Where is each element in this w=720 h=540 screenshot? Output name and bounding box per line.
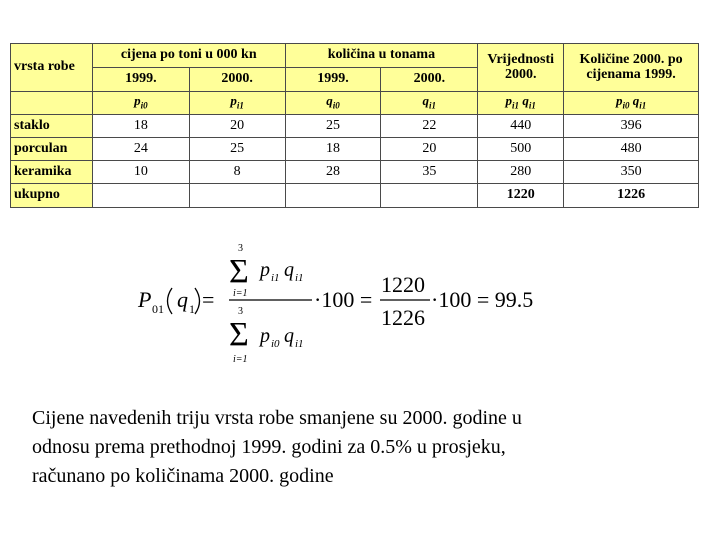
num-q-sub: i1 xyxy=(295,272,304,284)
table-cell: 35 xyxy=(381,161,478,184)
sigma-den: Σ xyxy=(229,316,249,353)
conclusion-text xyxy=(32,404,692,491)
den-p: p xyxy=(260,325,270,347)
table-cell: 22 xyxy=(381,115,478,138)
den-q: q xyxy=(284,325,294,347)
table-cell: 396 xyxy=(564,115,699,138)
formula-P: P xyxy=(138,287,152,312)
header-year: 2000. xyxy=(189,68,285,92)
row-label-total: ukupno xyxy=(11,184,93,208)
times-100-b: ·100 = 99.5 xyxy=(431,287,534,312)
header-value-2000: Vrijednosti 2000. xyxy=(478,44,564,92)
table-cell: 20 xyxy=(381,138,478,161)
table-cell: 25 xyxy=(189,138,285,161)
table-cell: 500 xyxy=(478,138,564,161)
sum-top-den: 3 xyxy=(238,306,243,317)
header-item: vrsta robe xyxy=(11,44,93,92)
total-row xyxy=(11,184,699,208)
num-p: p xyxy=(260,259,270,281)
table-cell: 25 xyxy=(285,115,381,138)
sigma-num: Σ xyxy=(229,253,249,290)
row-label: keramika xyxy=(11,161,93,184)
formula-q: q xyxy=(177,287,188,312)
table-row xyxy=(11,161,699,184)
total-value: 1220 xyxy=(478,184,564,208)
table-cell-empty xyxy=(189,184,285,208)
symbol-cell-empty xyxy=(11,92,93,115)
symbol-p-i1: $p_{i1}$ xyxy=(189,92,285,115)
paren-right xyxy=(195,288,200,314)
den-p-sub: i0 xyxy=(271,338,280,350)
num-q: q xyxy=(284,259,294,281)
table-cell: 350 xyxy=(564,161,699,184)
table-cell: 18 xyxy=(92,115,189,138)
table-row xyxy=(11,115,699,138)
price-index-formula xyxy=(0,238,720,368)
frac-denominator: 1226 xyxy=(381,305,425,330)
text-line: Cijene navedenih triju vrsta robe smanjene su 2000. godine u xyxy=(32,407,522,429)
total-qty: 1226 xyxy=(564,184,699,208)
table-cell: 28 xyxy=(285,161,381,184)
table-cell-empty xyxy=(285,184,381,208)
equals-sign: = xyxy=(202,287,215,312)
text-line: odnosu prema prethodnoj 1999. godini za 0.5% u prosjeku, xyxy=(32,436,506,458)
paren-left xyxy=(168,288,173,314)
symbol-q-i1: $q_{i1}$ xyxy=(381,92,478,115)
header-year: 2000. xyxy=(381,68,478,92)
text-line: računano po količinama 2000. godine xyxy=(32,465,334,487)
formula-q-sub: 1 xyxy=(189,302,195,316)
formula-P-sub: 01 xyxy=(152,302,164,316)
table-row xyxy=(11,138,699,161)
table-cell: 24 xyxy=(92,138,189,161)
symbol-p-i0-q-i1: $p_{i0}$ $q_{i1}$ xyxy=(564,92,699,115)
den-q-sub: i1 xyxy=(295,338,304,350)
table-cell: 20 xyxy=(189,115,285,138)
table-cell: 440 xyxy=(478,115,564,138)
row-label: staklo xyxy=(11,115,93,138)
table-cell: 280 xyxy=(478,161,564,184)
sum-top-num: 3 xyxy=(238,243,243,254)
table-cell: 8 xyxy=(189,161,285,184)
num-p-sub: i1 xyxy=(271,272,280,284)
table-cell-empty xyxy=(381,184,478,208)
symbol-q-i0: $q_{i0}$ xyxy=(285,92,381,115)
header-year: 1999. xyxy=(92,68,189,92)
header-price-group: cijena po toni u 000 kn xyxy=(92,44,285,68)
price-quantity-table xyxy=(10,43,699,208)
header-qty-2000-prices-1999: Količine 2000. po cijenama 1999. xyxy=(564,44,699,92)
table-cell: 10 xyxy=(92,161,189,184)
times-100-a: ·100 = xyxy=(314,287,373,312)
header-qty-group: količina u tonama xyxy=(285,44,478,68)
table-cell-empty xyxy=(92,184,189,208)
header-year: 1999. xyxy=(285,68,381,92)
symbol-p-i0: $p_{i0}$ xyxy=(92,92,189,115)
row-label: porculan xyxy=(11,138,93,161)
frac-numerator: 1220 xyxy=(381,272,425,297)
table-cell: 480 xyxy=(564,138,699,161)
sum-bottom-num: i=1 xyxy=(233,288,248,299)
symbol-p-i1-q-i1: $p_{i1}$ $q_{i1}$ xyxy=(478,92,564,115)
table-cell: 18 xyxy=(285,138,381,161)
sum-bottom-den: i=1 xyxy=(233,354,248,365)
